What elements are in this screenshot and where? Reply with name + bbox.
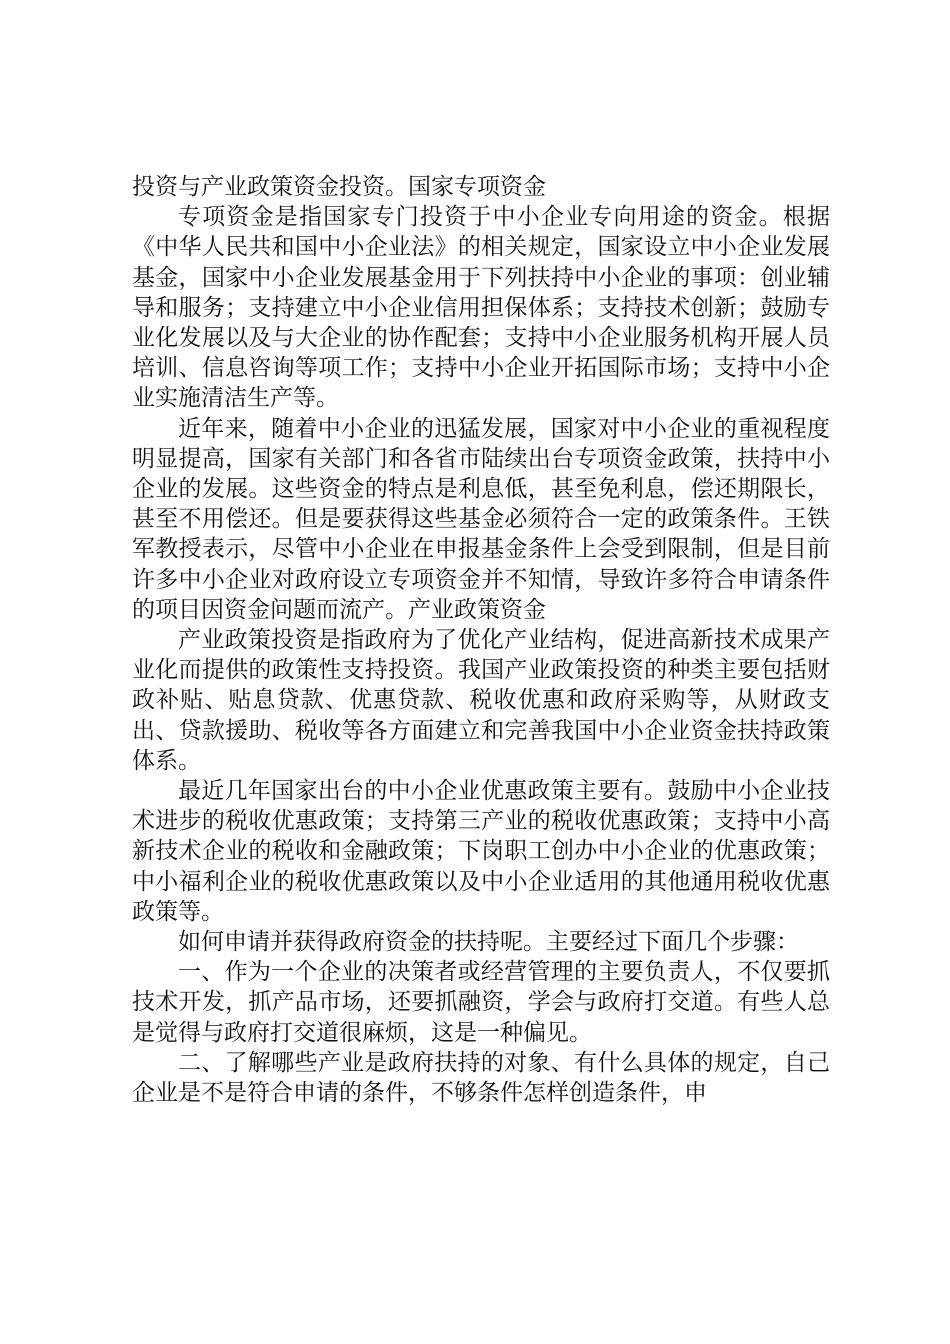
paragraph-special-funds: 专项资金是指国家专门投资于中小企业专向用途的资金。根据《中华人民共和国中小企业法》的相关规定，国家设立中小企业发展基金，国家中小企业发展基金用于下列扶持中小企业的事项：创业辅导和服务；支持建立中小企业信用担保体系；支持技术创新；鼓励专业化发展以及与大企业的协作配套；支持中小企业服务机构开展人员培训、信息咨询等项工作；支持中小企业开拓国际市场；支持中小企业实施清洁生产等。 xyxy=(132,204,830,412)
paragraph-step-one: 一、作为一个企业的决策者或经营管理的主要负责人，不仅要抓技术开发，抓产品市场，还要抓融资，学会与政府打交道。有些人总是觉得与政府打交道很麻烦，这是一种偏见。 xyxy=(132,959,830,1046)
paragraph-preferential-policies: 最近几年国家出台的中小企业优惠政策主要有。鼓励中小企业技术进步的税收优惠政策；支持第三产业的税收优惠政策；支持中小高新技术企业的税收和金融政策；下岗职工创办中小企业的优惠政策；中小福利企业的税收优惠政策以及中小企业适用的其他通用税收优惠政策等。 xyxy=(132,778,830,925)
paragraph-recent-years: 近年来，随着中小企业的迅猛发展，国家对中小企业的重视程度明显提高，国家有关部门和各省市陆续出台专项资金政策，扶持中小企业的发展。这些资金的特点是利息低，甚至免利息，偿还期限长，甚至不用偿还。但是要获得这些基金必须符合一定的政策条件。王铁军教授表示，尽管中小企业在申报基金条件上会受到限制，但是目前许多中小企业对政府设立专项资金并不知情，导致许多符合申请条件的项目因资金问题而流产。产业政策资金 xyxy=(132,415,830,623)
paragraph-step-two: 二、了解哪些产业是政府扶持的对象、有什么具体的规定，自己企业是不是符合申请的条件，不够条件怎样创造条件，申 xyxy=(132,1049,830,1107)
paragraph-how-to-apply: 如何申请并获得政府资金的扶持呢。主要经过下面几个步骤： xyxy=(178,929,799,956)
paragraph-industrial-policy: 产业政策投资是指政府为了优化产业结构，促进高新技术成果产业化而提供的政策性支持投资。我国产业政策投资的种类主要包括财政补贴、贴息贷款、优惠贷款、税收优惠和政府采购等，从财政支出、贷款援助、税收等各方面建立和完善我国中小企业资金扶持政策体系。 xyxy=(132,627,830,774)
paragraph-heading-line: 投资与产业政策资金投资。国家专项资金 xyxy=(132,174,546,200)
document-page xyxy=(132,172,830,1108)
